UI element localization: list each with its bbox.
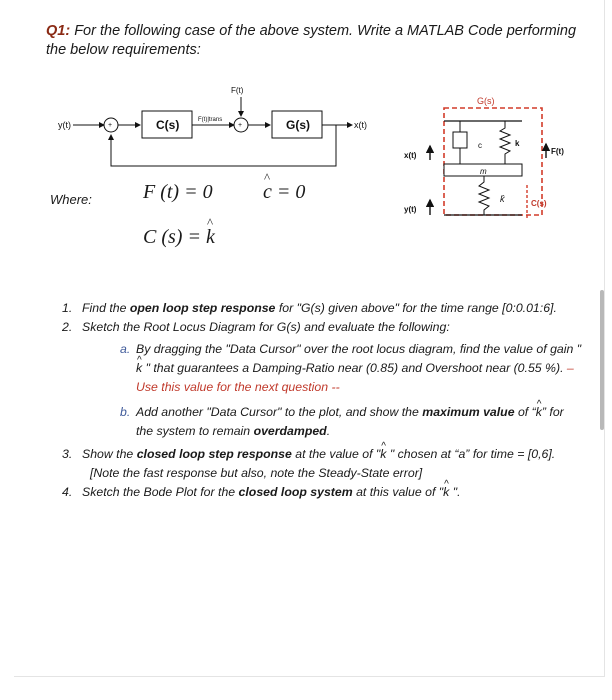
block-diagram bbox=[58, 86, 367, 166]
task-3-note: [Note the fast response but also, note the Steady-State error] bbox=[90, 466, 423, 480]
controller-spring-label: k̂ bbox=[500, 194, 505, 204]
mechanical-diagram bbox=[404, 96, 564, 218]
scrollbar-thumb[interactable] bbox=[600, 290, 604, 430]
task-2b-text-mid2: ” for the system to remain bbox=[136, 405, 564, 438]
task-4-k-hat: ^ k bbox=[443, 483, 449, 502]
task-list bbox=[62, 299, 582, 502]
task-3-number: 3. bbox=[62, 447, 73, 461]
task-2a bbox=[62, 340, 582, 397]
plant-label: G(s) bbox=[286, 118, 310, 132]
task-1 bbox=[62, 299, 582, 318]
task-2b-bold-2: overdamped bbox=[253, 424, 327, 438]
mech-plant-label: G(s) bbox=[477, 96, 495, 106]
intermediate-label: F(t)|trans bbox=[198, 117, 223, 123]
equation-controller bbox=[143, 226, 215, 249]
task-1-bold: open loop step response bbox=[129, 301, 276, 315]
task-2b bbox=[62, 403, 582, 441]
task-2a-k-hat: ^ k bbox=[136, 359, 142, 378]
task-3-bold: closed loop step response bbox=[136, 447, 292, 461]
question-label: Q1: bbox=[46, 23, 71, 39]
mech-controller-label: C(s) bbox=[531, 199, 547, 208]
task-3-k-hat: ^ k bbox=[380, 445, 386, 464]
task-2 bbox=[62, 318, 582, 337]
system-diagrams bbox=[0, 0, 612, 290]
task-2b-text: Add another "Data Cursor" to the plot, and show the bbox=[136, 405, 423, 419]
equation-controller-lhs: C (s) = bbox=[143, 226, 201, 248]
spring-k-icon bbox=[500, 121, 510, 164]
controller-spring-icon bbox=[479, 176, 489, 215]
sum1-plus: + bbox=[108, 122, 113, 129]
task-1-text: Find the bbox=[82, 301, 130, 315]
task-2-number: 2. bbox=[62, 320, 73, 334]
plant-dashed-box bbox=[444, 108, 542, 215]
spring-label: k bbox=[515, 139, 520, 148]
task-4-text-mid: at this value of " bbox=[352, 485, 444, 499]
task-2-text: Sketch the Root Locus Diagram for G(s) and evaluate the following: bbox=[82, 320, 450, 334]
task-2b-letter: b. bbox=[120, 405, 131, 419]
input-label: y(t) bbox=[58, 120, 71, 130]
task-4-text: Sketch the Bode Plot for the bbox=[82, 485, 239, 499]
equation-damping-rhs: = 0 bbox=[276, 181, 306, 203]
controller-label: C(s) bbox=[156, 118, 180, 132]
task-2b-text-mid: of “ bbox=[514, 405, 536, 419]
task-3-text: Show the bbox=[82, 447, 137, 461]
sum2-plus: + bbox=[238, 122, 243, 129]
disturbance-label: F(t) bbox=[231, 86, 244, 95]
c-hat: ^ c bbox=[263, 181, 272, 204]
where-label: Where: bbox=[50, 192, 92, 207]
task-2a-note: – Use this value for the next question -- bbox=[136, 361, 574, 394]
force-label: F(t) bbox=[551, 147, 564, 156]
task-4-text-end: ". bbox=[449, 485, 461, 499]
task-4 bbox=[62, 483, 582, 502]
task-1-number: 1. bbox=[62, 301, 73, 315]
task-3-text-mid: at the value of " bbox=[291, 447, 381, 461]
k-hat: ^ k bbox=[206, 226, 215, 249]
damper-icon bbox=[453, 132, 467, 148]
question-text: For the following case of the above system. Write a MATLAB Code performing the below requirements: bbox=[46, 23, 577, 58]
x-label: x(t) bbox=[404, 151, 417, 160]
task-1-text-end: for "G(s) given above" for the time range [0:0.01:6]. bbox=[275, 301, 557, 315]
task-2a-text-mid: " that guarantees a Damping-Ratio near (0.85) and Overshoot near (0.55 %). bbox=[142, 361, 564, 375]
task-4-number: 4. bbox=[62, 485, 73, 499]
task-3 bbox=[62, 445, 582, 483]
task-2b-text-end: . bbox=[326, 424, 331, 438]
task-2b-bold-1: maximum value bbox=[422, 405, 515, 419]
equation-damping bbox=[263, 181, 305, 204]
task-2a-letter: a. bbox=[120, 342, 131, 356]
task-4-bold: closed loop system bbox=[238, 485, 353, 499]
damper-label: c bbox=[478, 141, 482, 150]
y-label: y(t) bbox=[404, 205, 417, 214]
equation-force: F (t) = 0 bbox=[143, 181, 213, 203]
task-3-text-end: " chosen at “a” for time = [0,6]. bbox=[386, 447, 556, 461]
output-label: x(t) bbox=[354, 120, 367, 130]
task-2b-k-hat: ^ k bbox=[536, 403, 542, 422]
task-2a-text: By dragging the "Data Cursor" over the root locus diagram, find the value of gain " bbox=[136, 342, 582, 356]
mass-label: m bbox=[480, 167, 487, 176]
